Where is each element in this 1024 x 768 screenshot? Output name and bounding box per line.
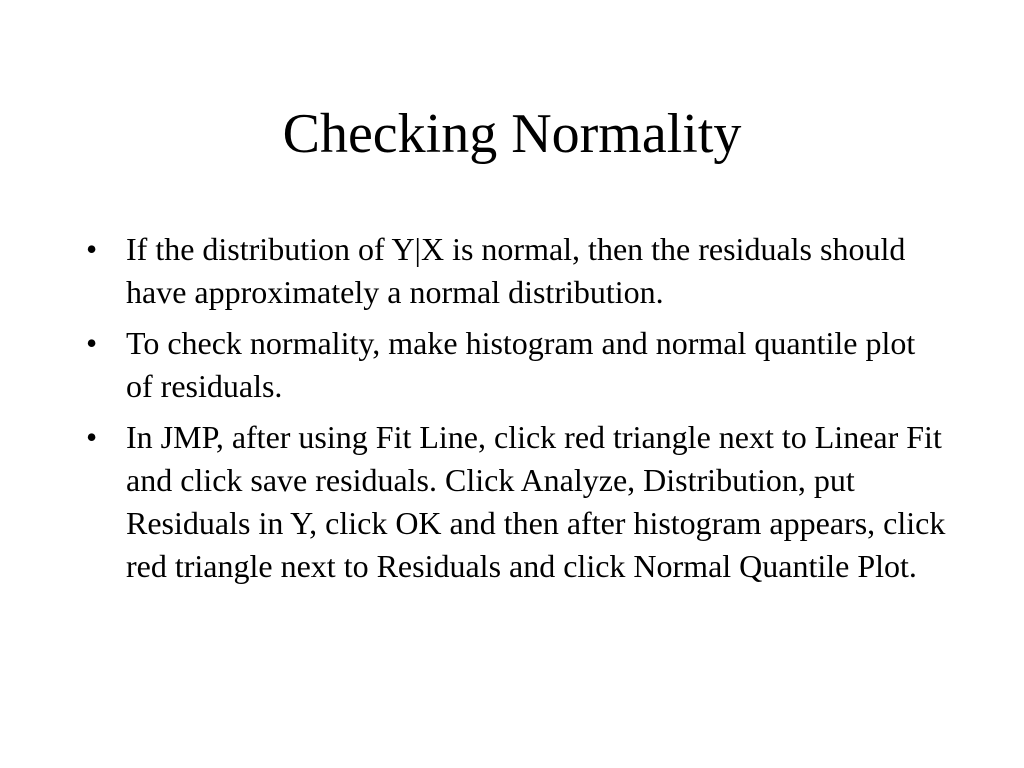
bullet-item — [86, 416, 946, 588]
bullet-list — [86, 228, 946, 596]
bullet-text: If the distribution of Y|X is normal, then the residuals should have approximately a normal distribution. — [126, 231, 906, 310]
bullet-text: To check normality, make histogram and normal quantile plot of residuals. — [126, 325, 916, 404]
bullet-item — [86, 322, 946, 408]
bullet-icon: • — [86, 231, 98, 267]
bullet-text: In JMP, after using Fit Line, click red triangle next to Linear Fit and click save residuals. Click Analyze, Distribution, put Residuals in Y, click OK and then after histogram appears, click red triangle next to Residuals and click Normal Quantile Plot. — [126, 419, 946, 584]
bullet-item — [86, 228, 946, 314]
bullet-icon: • — [86, 325, 98, 361]
bullet-icon: • — [86, 419, 98, 455]
slide-title: Checking Normality — [282, 103, 742, 165]
